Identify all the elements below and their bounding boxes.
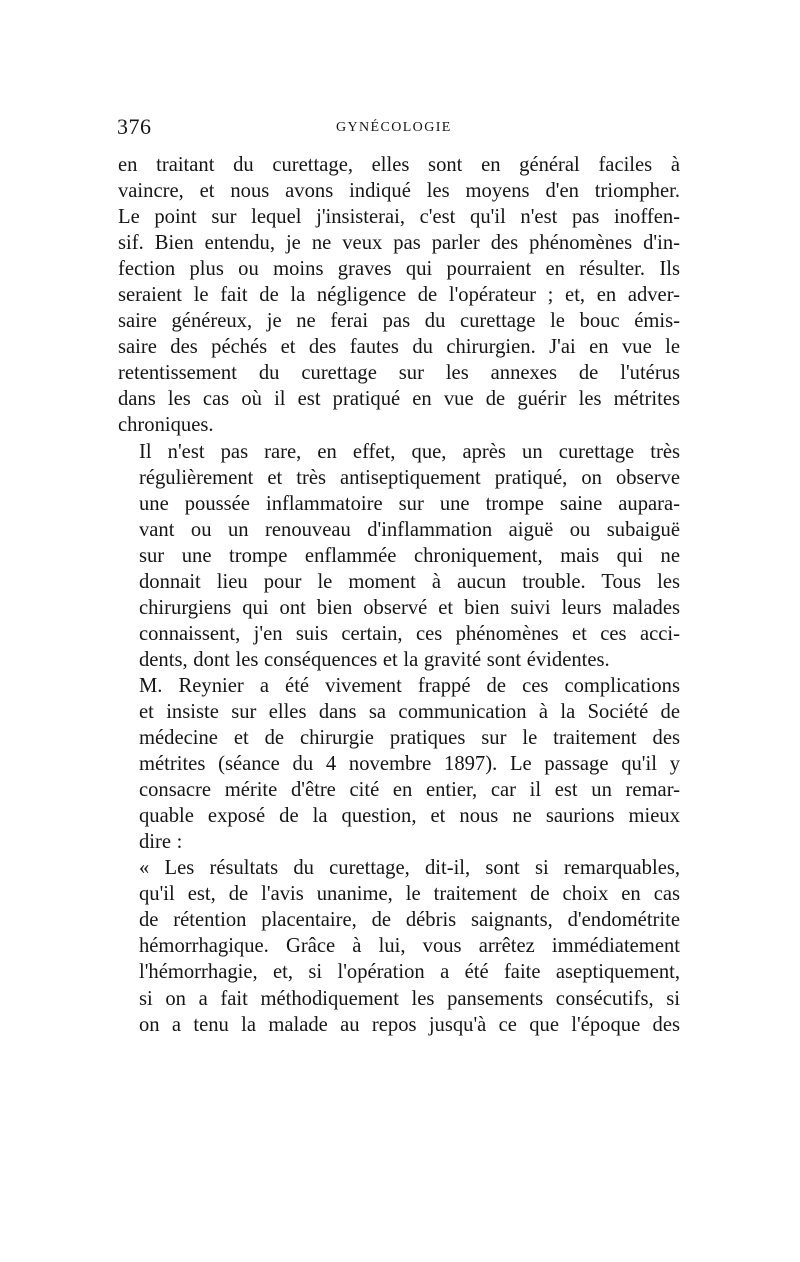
text-line: seraient le fait de la négligence de l'opérateur ; et, en adver- (118, 284, 680, 307)
text-line: M. Reynier a été vivement frappé de ces complications (139, 674, 680, 697)
text-line: connaissent, j'en suis certain, ces phénomènes et ces acci- (139, 622, 680, 645)
text-line: retentissement du curettage sur les annexes de l'utérus (118, 362, 680, 385)
text-line: donnait lieu pour le moment à aucun trouble. Tous les (139, 570, 680, 593)
text-line: vaincre, et nous avons indiqué les moyens d'en triompher. (118, 180, 680, 203)
paragraph-curettage-annexes (118, 152, 680, 439)
text-line: une poussée inflammatoire sur une trompe saine aupara- (139, 492, 680, 515)
text-line: fection plus ou moins graves qui pourraient en résulter. Ils (118, 258, 680, 281)
text-line: dents, dont les conséquences et la gravité sont évidentes. (139, 648, 610, 671)
text-line: chroniques. (118, 414, 214, 437)
section-title: GYNÉCOLOGIE (336, 120, 452, 135)
text-line: l'hémorrhagie, et, si l'opération a été faite aseptiquement, (139, 961, 680, 984)
text-line: Il n'est pas rare, en effet, que, après un curettage très (139, 440, 680, 463)
text-line: régulièrement et très antiseptiquement pratiqué, on observe (139, 466, 680, 489)
text-line: on a tenu la malade au repos jusqu'à ce que l'époque des (139, 1013, 680, 1036)
text-line: sur une trompe enflammée chroniquement, mais qui ne (139, 544, 680, 567)
text-line: dire : (139, 831, 183, 854)
paragraph-reynier (118, 673, 680, 855)
paragraph-inflammation (118, 439, 680, 673)
text-line: hémorrhagique. Grâce à lui, vous arrêtez immédiatement (139, 935, 680, 958)
text-line: « Les résultats du curettage, dit-il, sont si remarquables, (139, 857, 680, 880)
text-line: vant ou un renouveau d'inflammation aiguë ou subaiguë (139, 518, 680, 541)
text-line: saire généreux, je ne ferai pas du curettage le bouc émis- (118, 310, 680, 333)
running-head (117, 114, 680, 144)
text-line: Le point sur lequel j'insisterai, c'est qu'il n'est pas inoffen- (118, 206, 680, 229)
text-line: chirurgiens qui ont bien observé et bien suivi leurs malades (139, 596, 680, 619)
text-line: quable exposé de la question, et nous ne saurions mieux (139, 805, 680, 828)
text-line: de rétention placentaire, de débris saignants, d'endométrite (139, 909, 680, 932)
text-line: et insiste sur elles dans sa communication à la Société de (139, 700, 680, 723)
text-line: métrites (séance du 4 novembre 1897). Le passage qu'il y (139, 753, 680, 776)
text-line: qu'il est, de l'avis unanime, le traitement de choix en cas (139, 883, 680, 906)
text-line: consacre mérite d'être cité en entier, car il est un remar- (139, 779, 680, 802)
text-line: en traitant du curettage, elles sont en général faciles à (118, 154, 680, 176)
text-line: sif. Bien entendu, je ne veux pas parler des phénomènes d'in- (118, 232, 680, 255)
paragraph-quotation (118, 855, 680, 1037)
body-text (118, 152, 680, 1038)
text-line: si on a fait méthodiquement les pansements consécutifs, si (139, 987, 680, 1010)
text-line: dans les cas où il est pratiqué en vue de guérir les métrites (118, 388, 680, 411)
page-number: 376 (117, 114, 152, 139)
text-line: médecine et de chirurgie pratiques sur le traitement des (139, 727, 680, 750)
text-line: saire des péchés et des fautes du chirurgien. J'ai en vue le (118, 336, 680, 359)
